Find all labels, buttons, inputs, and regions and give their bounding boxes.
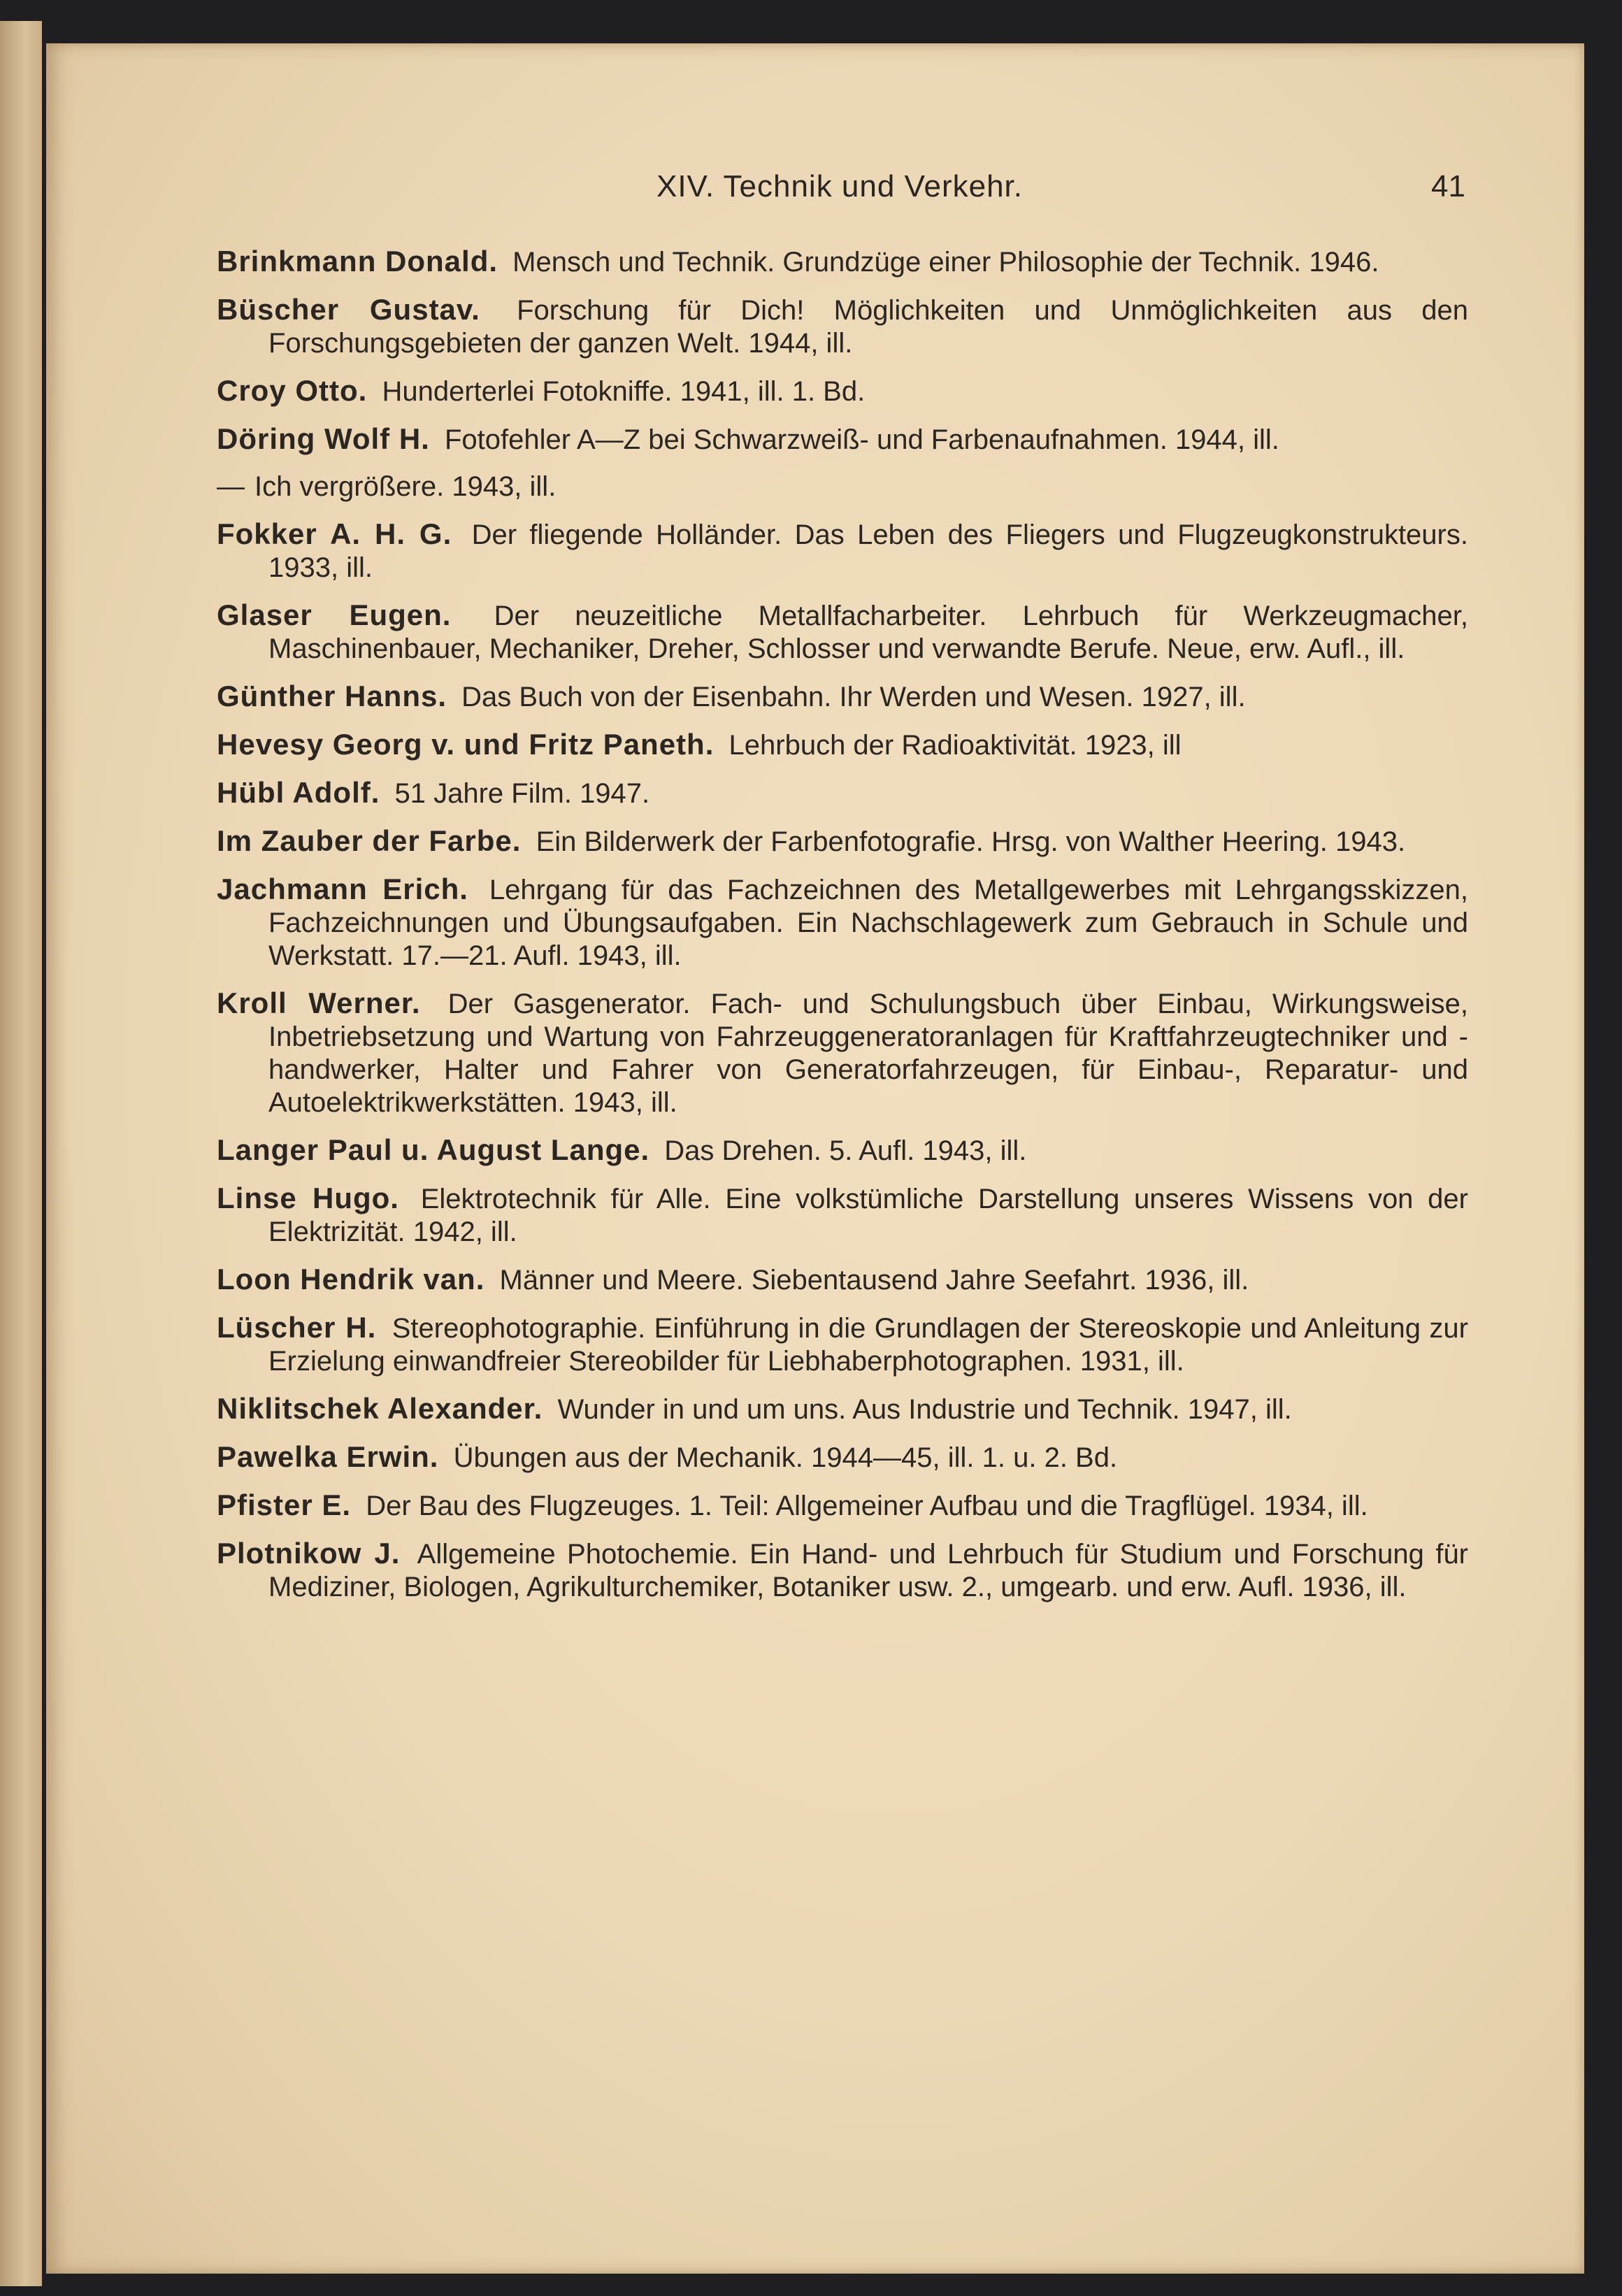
entry-author: Fokker A. H. G. bbox=[217, 517, 452, 550]
entry-text: Lehrbuch der Radioaktivität. 1923, ill bbox=[729, 730, 1182, 761]
entry-text: Stereophotographie. Einführung in die Grundlagen der Stereoskopie und Anleitung zur Erzielung einwandfreier Stereobilder für Liebhaberphotographen. 1931, ill. bbox=[268, 1313, 1469, 1377]
entry-author: Langer Paul u. August Lange. bbox=[217, 1133, 650, 1166]
bibliography-entry bbox=[217, 1537, 1468, 1604]
entry-author: Kroll Werner. bbox=[217, 986, 421, 1019]
bibliography-entry bbox=[217, 422, 1468, 457]
entry-author: Büscher Gustav. bbox=[217, 293, 480, 326]
entry-author: Loon Hendrik van. bbox=[217, 1263, 485, 1296]
bibliography-entry bbox=[217, 598, 1468, 666]
entry-text: Mensch und Technik. Grundzüge einer Philosophie der Technik. 1946. bbox=[512, 247, 1379, 278]
entry-author: Croy Otto. bbox=[217, 374, 368, 407]
book-page bbox=[46, 43, 1584, 2274]
entry-text: Das Drehen. 5. Aufl. 1943, ill. bbox=[664, 1135, 1027, 1166]
entry-text: Übungen aus der Mechanik. 1944—45, ill. 1. u. 2. Bd. bbox=[453, 1442, 1118, 1473]
entry-text: Wunder in und um uns. Aus Industrie und Technik. 1947, ill. bbox=[557, 1394, 1292, 1425]
entry-author: Linse Hugo. bbox=[217, 1182, 399, 1214]
bibliography-entry bbox=[217, 374, 1468, 408]
entry-author: Pfister E. bbox=[217, 1488, 352, 1521]
entry-author: Pawelka Erwin. bbox=[217, 1440, 439, 1473]
bibliography-entry bbox=[217, 1488, 1468, 1523]
bibliography-entry bbox=[217, 1182, 1468, 1249]
bibliography-entry bbox=[217, 873, 1468, 973]
bibliography-entry bbox=[217, 517, 1468, 584]
bibliography-entry bbox=[217, 1311, 1468, 1378]
entry-author: Lüscher H. bbox=[217, 1311, 377, 1344]
entry-text: Der neuzeitliche Metallfacharbeiter. Lehrbuch für Werkzeugmacher, Maschinenbauer, Mechaniker, Dreher, Schlosser und verwandte Berufe. Neue, erw. Aufl., ill. bbox=[268, 601, 1468, 664]
bibliography-entry bbox=[217, 1133, 1468, 1168]
bibliography-entry bbox=[217, 1440, 1468, 1475]
bibliography-entry bbox=[217, 824, 1468, 859]
page-header bbox=[214, 169, 1465, 225]
entry-author: Im Zauber der Farbe. bbox=[217, 824, 522, 857]
previous-page-edge bbox=[0, 21, 42, 2286]
entry-text: Elektrotechnik für Alle. Eine volkstümliche Darstellung unseres Wissens von der Elektrizität. 1942, ill. bbox=[268, 1184, 1468, 1247]
bibliography-entry bbox=[217, 680, 1468, 714]
entry-text: Männer und Meere. Siebentausend Jahre Seefahrt. 1936, ill. bbox=[499, 1265, 1249, 1296]
entry-text: Hunderterlei Fotokniffe. 1941, ill. 1. Bd. bbox=[382, 376, 866, 407]
entry-author: Günther Hanns. bbox=[217, 680, 447, 712]
entry-author: Hübl Adolf. bbox=[217, 776, 380, 809]
entry-text: Ein Bilderwerk der Farbenfotografie. Hrsg. von Walther Heering. 1943. bbox=[536, 826, 1406, 857]
entry-text: Fotofehler A—Z bei Schwarzweiß- und Farbenaufnahmen. 1944, ill. bbox=[444, 424, 1279, 455]
entry-author: Brinkmann Donald. bbox=[217, 245, 498, 278]
entry-author: Glaser Eugen. bbox=[217, 598, 452, 631]
bibliography-entry bbox=[217, 776, 1468, 810]
entry-author: Döring Wolf H. bbox=[217, 422, 430, 455]
bibliography-entry bbox=[217, 245, 1468, 279]
bibliography-entry bbox=[217, 986, 1468, 1119]
running-head: XIV. Technik und Verkehr. bbox=[656, 169, 1024, 203]
bibliography-entry bbox=[217, 1263, 1468, 1297]
entry-text: Der Bau des Flugzeuges. 1. Teil: Allgemeiner Aufbau und die Tragflügel. 1934, ill. bbox=[366, 1491, 1368, 1521]
entry-ditto-dash: — bbox=[217, 471, 245, 502]
entry-author: Niklitschek Alexander. bbox=[217, 1392, 543, 1425]
entry-text: Der fliegende Holländer. Das Leben des Fliegers und Flugzeugkonstrukteurs. 1933, ill. bbox=[268, 519, 1468, 583]
bibliography-entry bbox=[217, 728, 1468, 762]
entry-author: Plotnikow J. bbox=[217, 1537, 401, 1570]
bibliography-entry bbox=[217, 1392, 1468, 1426]
entry-text: 51 Jahre Film. 1947. bbox=[394, 778, 650, 809]
bibliography-entry bbox=[217, 471, 1468, 503]
entry-text: Lehrgang für das Fachzeichnen des Metallgewerbes mit Lehrgangsskizzen, Fachzeichnungen und Übungsaufgaben. Ein Nachschlagewerk zum Gebrauch in Schule und Werkstatt. 17.—21. Aufl. 1943, ill. bbox=[268, 875, 1468, 971]
entry-text: Ich vergrößere. 1943, ill. bbox=[254, 471, 557, 502]
entry-text: Allgemeine Photochemie. Ein Hand- und Lehrbuch für Studium und Forschung für Mediziner, Biologen, Agrikulturchemiker, Botaniker usw. 2., umgearb. und erw. Aufl. 1936, ill. bbox=[268, 1539, 1469, 1602]
entry-text: Forschung für Dich! Möglichkeiten und Unmöglichkeiten aus den Forschungsgebieten der ganzen Welt. 1944, ill. bbox=[268, 295, 1468, 359]
entry-text: Der Gasgenerator. Fach- und Schulungsbuch über Einbau, Wirkungsweise, Inbetriebsetzung und Wartung von Fahrzeuggeneratoranlagen für Kraftfahrzeugtechniker und -handwerker, Halter und Fahrer von Generatorfahrzeugen, für Einbau-, Reparatur- und Autoelektrikwerkstätten. 1943, ill. bbox=[268, 989, 1468, 1118]
entry-author: Jachmann Erich. bbox=[217, 873, 468, 905]
entry-author: Hevesy Georg v. und Fritz Paneth. bbox=[217, 728, 715, 761]
bibliography-entry bbox=[217, 293, 1468, 360]
bibliography-list bbox=[217, 245, 1468, 1618]
page-number: 41 bbox=[1431, 169, 1465, 203]
entry-text: Das Buch von der Eisenbahn. Ihr Werden und Wesen. 1927, ill. bbox=[461, 682, 1246, 712]
